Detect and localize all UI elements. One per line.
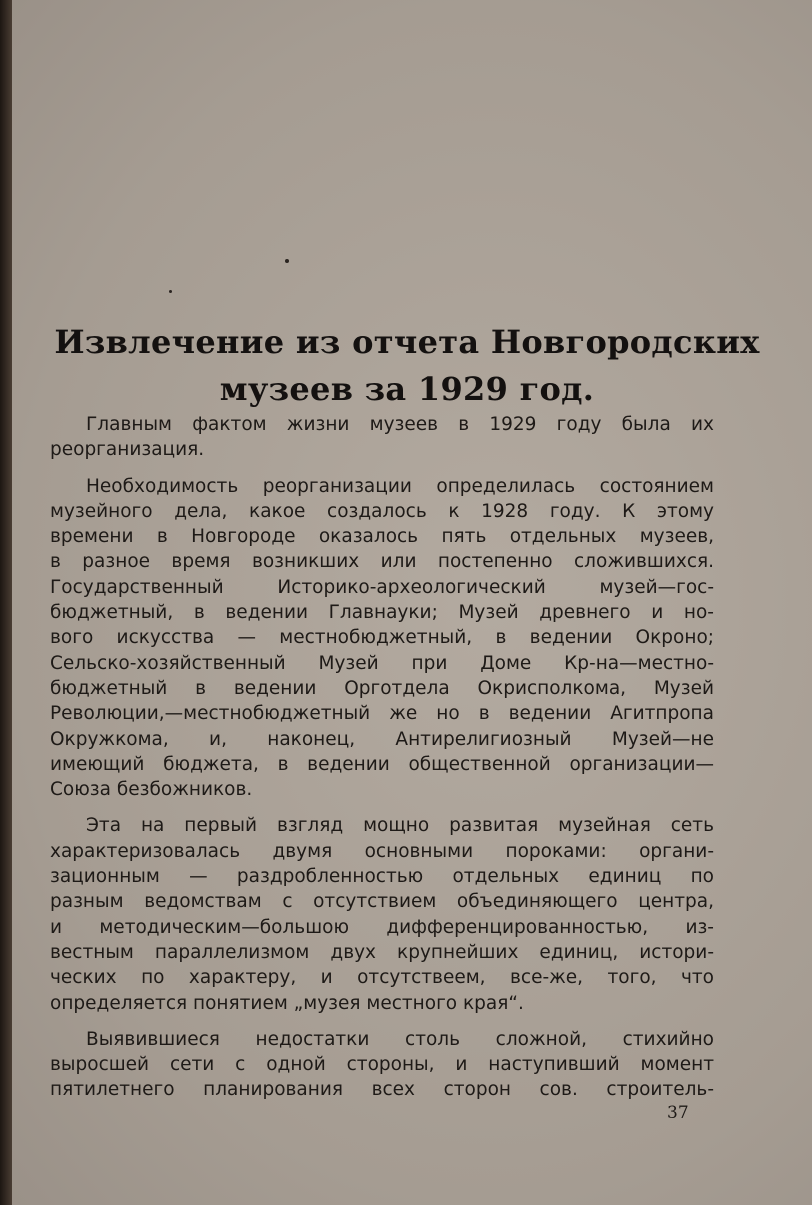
- text-line: пятилетнего планирования всех сторон сов. строитель-: [50, 1079, 714, 1101]
- text-line: Главным фактом жизни музеев в 1929 году была их: [86, 414, 714, 435]
- book-spine: [0, 0, 12, 1205]
- text-line: выросшей сети с одной стороны, и наступивший момент: [50, 1054, 714, 1076]
- paragraph: [50, 813, 714, 1015]
- paragraph: [50, 412, 714, 463]
- text-line: бюджетный в ведении Орготдела Окрисполкома, Музей: [50, 677, 714, 699]
- text-line: музейного дела, какое создалось к 1928 году. К этому: [50, 500, 714, 522]
- title-line-2: музеев за 1929 год.: [219, 370, 595, 409]
- text-line: Союза безбожников.: [50, 779, 253, 801]
- text-line: разным ведомствам с отсутствием объединяющего центра,: [50, 891, 714, 913]
- text-line: Сельско-хозяйственный Музей при Доме Кр-на—местно-: [50, 652, 714, 674]
- book-page: [12, 0, 812, 1205]
- text-line: Окружкома, и, наконец, Антирелигиозный Музей—не: [50, 728, 714, 750]
- page-number: 37: [667, 1103, 689, 1123]
- print-speck: [285, 259, 289, 263]
- print-speck: [169, 290, 172, 293]
- text-line: бюджетный, в ведении Главнауки; Музей древнего и но-: [50, 602, 714, 624]
- body-text: [50, 412, 714, 1114]
- text-line: Революции,—местнобюджетный же но в ведении Агитпропа: [50, 703, 714, 725]
- text-line: зационным — раздробленностью отдельных единиц по: [50, 866, 714, 888]
- text-line: вестным параллелизмом двух крупнейших единиц, истори-: [50, 941, 714, 963]
- text-line: Государственный Историко-археологический музей—гос-: [50, 576, 714, 598]
- text-line: Выявившиеся недостатки столь сложной, стихийно: [86, 1028, 714, 1050]
- text-line: вого искусства — местнобюджетный, в ведении Окроно;: [50, 627, 714, 649]
- text-line: в разное время возникших или постепенно сложившихся.: [50, 551, 714, 573]
- page-title: [42, 319, 772, 413]
- text-line: времени в Новгороде оказалось пять отдельных музеев,: [50, 526, 714, 548]
- text-line: определяется понятием „музея местного края“.: [50, 992, 524, 1014]
- title-line-1: Извлечение из отчета Новгородских: [54, 323, 760, 362]
- text-line: имеющий бюджета, в ведении общественной организации—: [50, 753, 714, 775]
- text-line: Необходимость реорганизации определилась состоянием: [86, 475, 714, 497]
- paragraph: [50, 1027, 714, 1103]
- text-line: характеризовалась двумя основными пороками: органи-: [50, 840, 714, 862]
- text-line: и методическим—большою дифференцированностью, из-: [50, 916, 714, 938]
- text-line: ческих по характеру, и отсутствеем, все-же, того, что: [50, 967, 714, 989]
- text-line: Эта на первый взгляд мощно развитая музейная сеть: [86, 815, 714, 837]
- paragraph: [50, 474, 714, 803]
- text-line: реорганизация.: [50, 439, 205, 461]
